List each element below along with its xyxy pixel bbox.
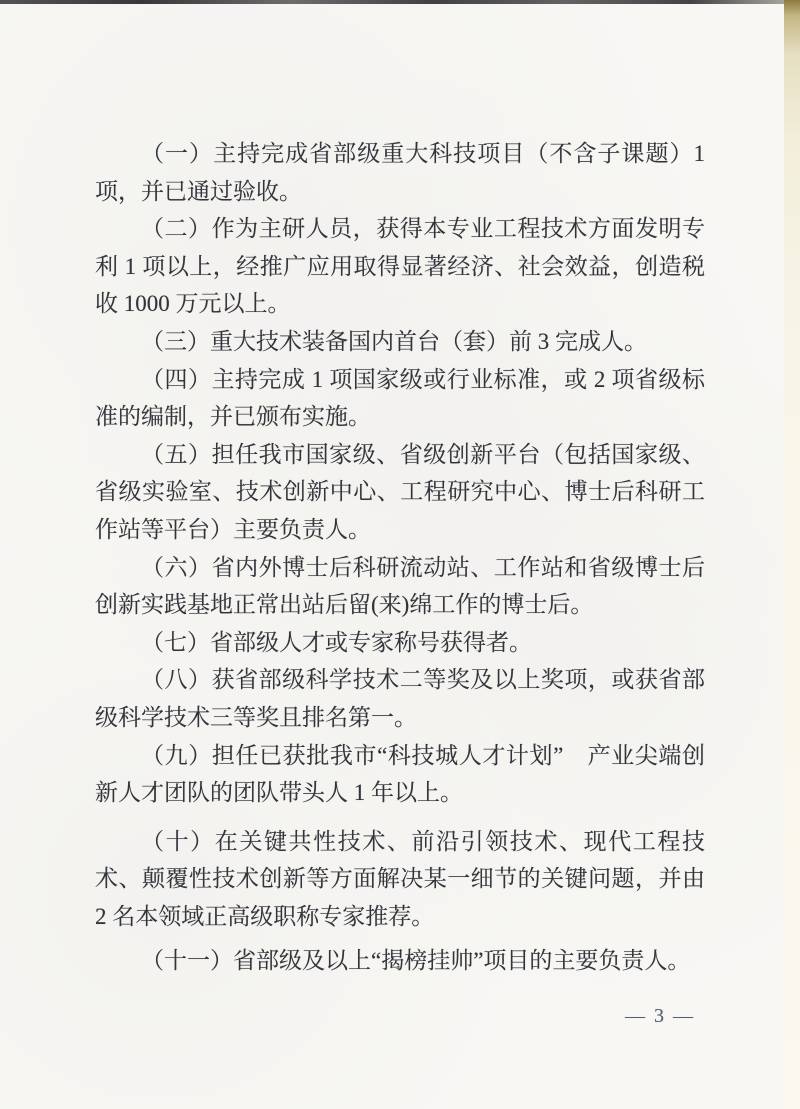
paragraph-item-6: （六）省内外博士后科研流动站、工作站和省级博士后创新实践基地正常出站后留(来)绵工作的博士后。 bbox=[95, 554, 705, 618]
paragraph-item-2: （二）作为主研人员，获得本专业工程技术方面发明专利 1 项以上，经推广应用取得显著经济、社会效益，创造税收 1000 万元以上。 bbox=[95, 216, 705, 317]
paragraph-item-9: （九）担任已获批我市“科技城人才计划” 产业尖端创新人才团队的团队带头人 1 年以上。 bbox=[95, 742, 705, 806]
paragraph-item-11: （十一）省部级及以上“揭榜挂帅”项目的主要负责人。 bbox=[141, 948, 691, 974]
document-body bbox=[95, 135, 705, 980]
paragraph-item-10: （十）在关键共性技术、前沿引领技术、现代工程技术、颠覆性技术创新等方面解决某一细节的关键问题，并由 2 名本领域正高级职称专家推荐。 bbox=[95, 828, 705, 929]
page-number: — 3 — bbox=[625, 1005, 695, 1027]
scan-edge-right bbox=[784, 0, 800, 1109]
paragraph-item-4: （四）主持完成 1 项国家级或行业标准，或 2 项省级标准的编制，并已颁布实施。 bbox=[95, 366, 705, 430]
scan-edge-top bbox=[0, 0, 786, 4]
paragraph-item-3: （三）重大技术装备国内首台（套）前 3 完成人。 bbox=[141, 328, 647, 354]
paragraph-item-1: （一）主持完成省部级重大科技项目（不含子课题）1 项，并已通过验收。 bbox=[95, 141, 705, 204]
paragraph-item-5: （五）担任我市国家级、省级创新平台（包括国家级、省级实验室、技术创新中心、工程研究中心、博士后科研工作站等平台）主要负责人。 bbox=[95, 441, 705, 542]
paragraph-item-8: （八）获省部级科学技术二等奖及以上奖项，或获省部级科学技术三等奖且排名第一。 bbox=[95, 667, 705, 730]
paragraph-item-7: （七）省部级人才或专家称号获得者。 bbox=[141, 629, 532, 655]
